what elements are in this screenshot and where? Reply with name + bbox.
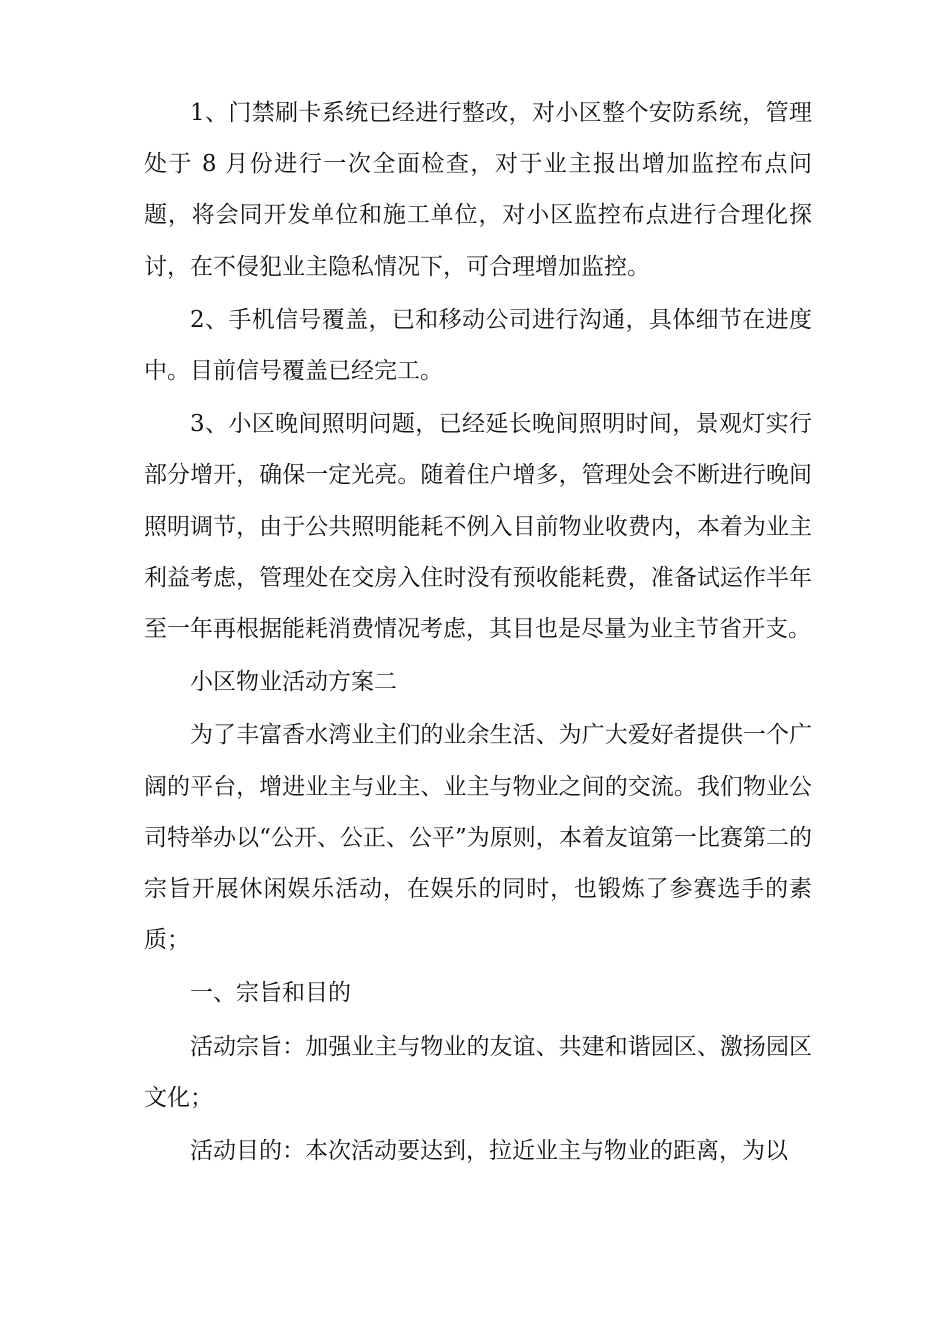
paragraph-item-2: 2、手机信号覆盖，已和移动公司进行沟通，具体细节在进度中。目前信号覆盖已经完工。 bbox=[144, 306, 812, 385]
paragraph-activity-goal: 活动目的：本次活动要达到，拉近业主与物业的距离，为以 bbox=[190, 1138, 788, 1165]
document-body bbox=[144, 88, 812, 1177]
paragraph-item-1: 1、门禁刷卡系统已经进行整改，对小区整个安防系统，管理处于 8 月份进行一次全面检查，对于业主报出增加监控布点问题，将会同开发单位和施工单位，对小区监控布点进行合理化探讨，在不侵犯业主隐私情况下，可合理增加监控。 bbox=[144, 100, 812, 280]
paragraph-intro: 为了丰富香水湾业主们的业余生活、为广大爱好者提供一个广阔的平台，增进业主与业主、业主与物业之间的交流。我们物业公司特举办以“公开、公正、公平”为原则，本着友谊第一比赛第二的宗旨开展休闲娱乐活动，在娱乐的同时，也锻炼了参赛选手的素质； bbox=[144, 722, 812, 954]
section-heading-plan-two: 小区物业活动方案二 bbox=[190, 669, 397, 696]
paragraph-activity-aim: 活动宗旨：加强业主与物业的友谊、共建和谐园区、激扬园区文化； bbox=[144, 1033, 812, 1111]
paragraph-item-3: 3、小区晚间照明问题，已经延长晚间照明时间，景观灯实行部分增开，确保一定光亮。随着住户增多，管理处会不断进行晚间照明调节，由于公共照明能耗不例入目前物业收费内，本着为业主利益考虑，管理处在交房入住时没有预收能耗费，准备试运作半年至一年再根据能耗消费情况考虑，其目也是尽量为业主节省开支。 bbox=[144, 411, 812, 643]
section-heading-purpose: 一、宗旨和目的 bbox=[190, 980, 351, 1007]
